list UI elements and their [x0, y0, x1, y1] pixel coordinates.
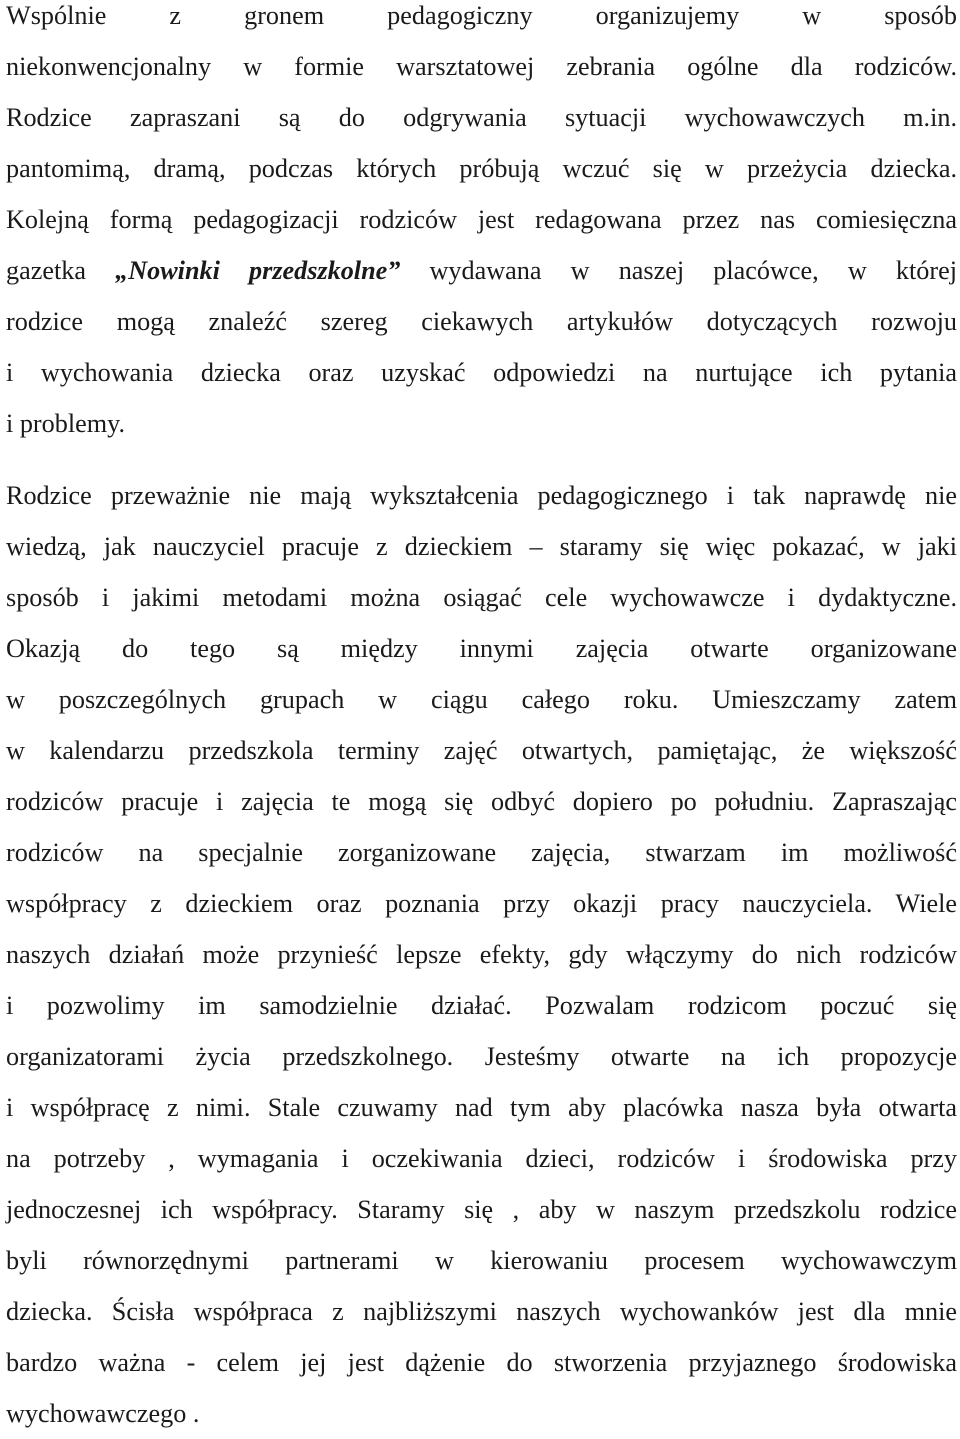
- text-line: Rodzice zapraszani są do odgrywania sytuacji wychowawczych m.in.: [6, 103, 957, 132]
- text-line-newsletter-title: [6, 245, 957, 296]
- text-line: rodziców na specjalnie zorganizowane zajęcia, stwarzam im możliwość: [6, 838, 957, 867]
- text-line: dziecka. Ścisła współpraca z najbliższymi naszych wychowanków jest dla mnie: [6, 1297, 957, 1326]
- text-line: byli równorzędnymi partnerami w kierowaniu procesem wychowawczym: [6, 1246, 957, 1275]
- text-line: Wspólnie z gronem pedagogiczny organizujemy w sposób: [6, 1, 957, 30]
- text-line: pantomimą, dramą, podczas których próbują wczuć się w przeżycia dziecka.: [6, 154, 957, 183]
- text-line: współpracy z dzieckiem oraz poznania przy okazji pracy nauczyciela. Wiele: [6, 889, 957, 918]
- text-line: Kolejną formą pedagogizacji rodziców jest redagowana przez nas comiesięczna: [6, 205, 957, 234]
- text-line: w poszczególnych grupach w ciągu całego roku. Umieszczamy zatem: [6, 685, 957, 714]
- text-line: wychowawczego .: [6, 1399, 200, 1428]
- text-segment: gazetka: [6, 256, 116, 285]
- text-line: rodzice mogą znaleźć szereg ciekawych artykułów dotyczących rozwoju: [6, 307, 957, 336]
- text-line: i pozwolimy im samodzielnie działać. Pozwalam rodzicom poczuć się: [6, 991, 957, 1020]
- text-line: jednoczesnej ich współpracy. Staramy się , aby w naszym przedszkolu rodzice: [6, 1195, 957, 1224]
- text-segment: wydawana w naszej placówce, w której: [400, 256, 957, 285]
- text-line: i problemy.: [6, 409, 126, 438]
- paragraph-open-classes: [6, 470, 957, 1439]
- text-line: naszych działań może przynieść lepsze efekty, gdy włączymy do nich rodziców: [6, 940, 957, 969]
- text-line: i wychowania dziecka oraz uzyskać odpowiedzi na nurtujące ich pytania: [6, 358, 957, 387]
- text-line: na potrzeby , wymagania i oczekiwania dzieci, rodziców i środowiska przy: [6, 1144, 957, 1173]
- text-line: bardzo ważna - celem jej jest dążenie do stworzenia przyjaznego środowiska: [6, 1348, 957, 1377]
- text-line: w kalendarzu przedszkola terminy zajęć otwartych, pamiętając, że większość: [6, 736, 957, 765]
- text-line: Okazją do tego są między innymi zajęcia otwarte organizowane: [6, 634, 957, 663]
- paragraph-newsletter: [6, 0, 957, 449]
- newsletter-title: „Nowinki przedszkolne”: [115, 256, 401, 285]
- text-line: i współpracę z nimi. Stale czuwamy nad tym aby placówka nasza była otwarta: [6, 1093, 957, 1122]
- text-line: niekonwencjonalny w formie warsztatowej zebrania ogólne dla rodziców.: [6, 52, 957, 81]
- text-line: Rodzice przeważnie nie mają wykształcenia pedagogicznego i tak naprawdę nie: [6, 481, 957, 510]
- text-line: wiedzą, jak nauczyciel pracuje z dzieckiem – staramy się więc pokazać, w jaki: [6, 532, 957, 561]
- text-line: rodziców pracuje i zajęcia te mogą się odbyć dopiero po południu. Zapraszając: [6, 787, 957, 816]
- text-line: sposób i jakimi metodami można osiągać cele wychowawcze i dydaktyczne.: [6, 583, 957, 612]
- text-line: organizatorami życia przedszkolnego. Jesteśmy otwarte na ich propozycje: [6, 1042, 957, 1071]
